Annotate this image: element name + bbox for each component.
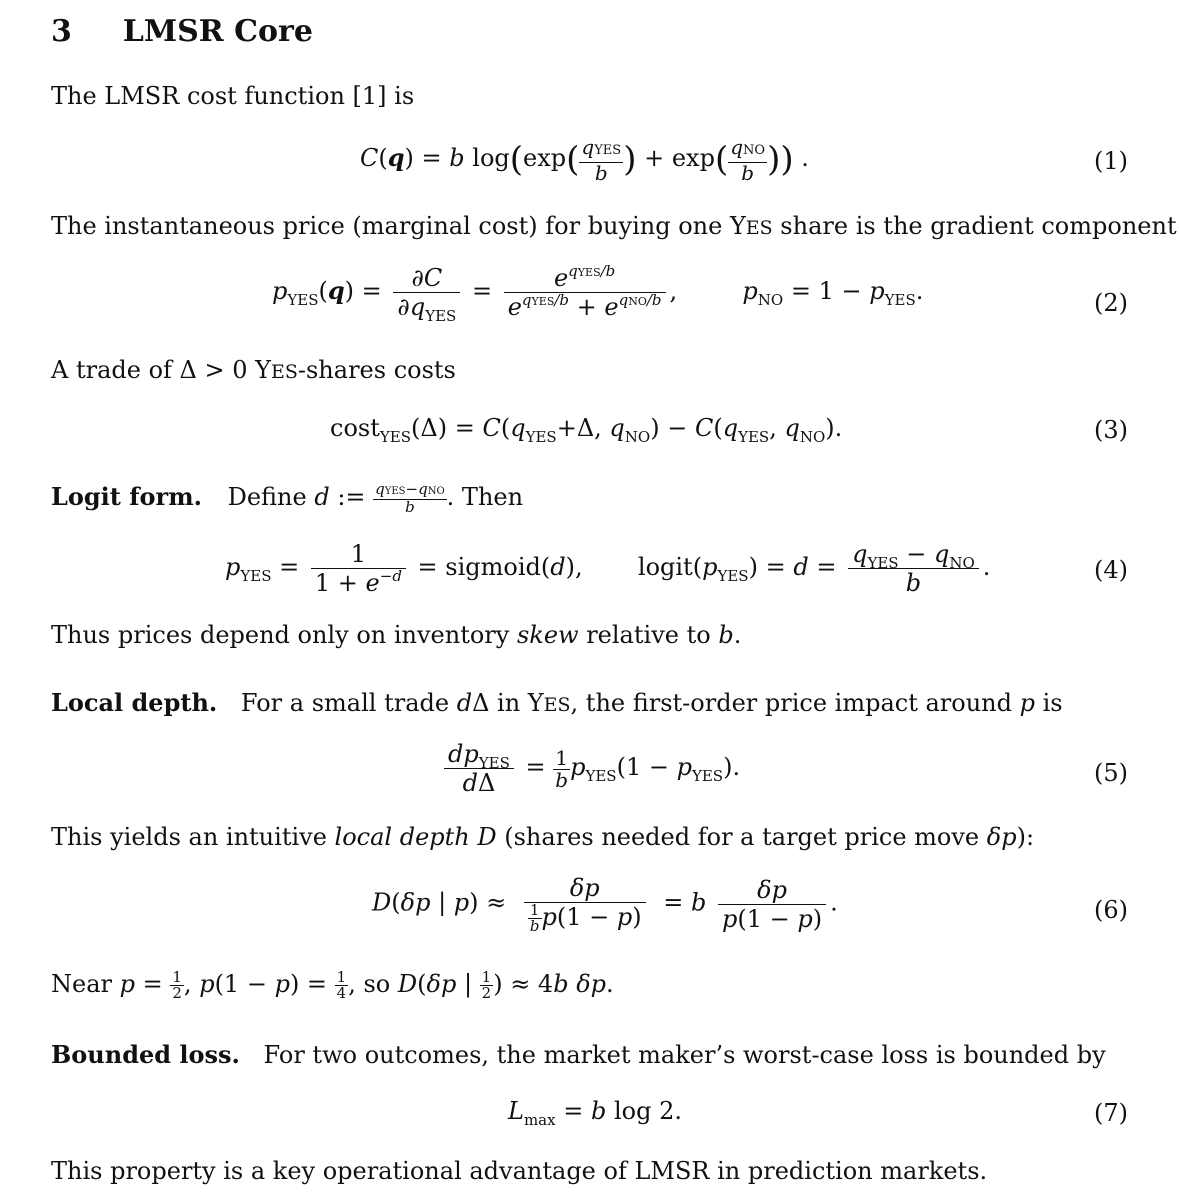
equation-1: C(q) = b log(exp( $\frac{\text{qYES}}{b}$ ) + exp( $\frac{\text{qNO}}{b}$ )) . bbox=[360, 135, 809, 185]
equation-number-1: (1) bbox=[1094, 147, 1128, 175]
equation-2: $p_{YES}(q)$ = $\frac{\partial C}{\partial q_{YES}}$ = $\frac{e^{qYES/b}}{e^{qYES/b} + e^{qNO/b}}$ , $p_{NO} = 1 - p_{YES}$. bbox=[272, 262, 924, 325]
equation-5: $\frac{dp_{YES}}{d\Delta}$ = $\frac{1}{b}$ $p_{YES}(1 - p_{YES})$. bbox=[440, 740, 740, 797]
section-title: LMSR Core bbox=[122, 14, 313, 49]
logit-heading: Logit form. bbox=[51, 482, 202, 511]
equation-number-4: (4) bbox=[1094, 556, 1128, 584]
equation-number-5: (5) bbox=[1094, 759, 1128, 787]
paragraph-logit: Logit form. Define d := $\frac{\text{qYES−qNO}}{b}$ . Then bbox=[51, 480, 524, 516]
equation-number-6: (6) bbox=[1094, 896, 1128, 924]
section-heading bbox=[51, 14, 313, 49]
equation-number-7: (7) bbox=[1094, 1099, 1128, 1127]
bounded-loss-heading: Bounded loss. bbox=[51, 1040, 240, 1069]
paragraph-trade: A trade of Δ > 0 YES-shares costs bbox=[51, 356, 456, 384]
paragraph-depth-def: This yields an intuitive local depth D (shares needed for a target price move δp): bbox=[51, 823, 1035, 851]
paragraph-near-half: Near p = $\frac{1}{2}$ , p(1 − p) = $\frac{1}{4}$ , so D(δp | $\frac{1}{2}$ ) ≈ 4b δp. bbox=[51, 968, 614, 1002]
equation-4: $p_{YES}$ = $\frac{1}{1 + e^{-d}}$ = sigmoid(d), $logit(p_{YES}) = d$ = $\frac{q_{YES} - q_{NO}}{b}$ . bbox=[225, 540, 991, 597]
equation-6: D(δp | p) ≈ δp $\frac{1}{b}$ p(1 − p) = b $\frac{\delta p}{p(1 - p)}$ . bbox=[372, 874, 838, 935]
local-depth-heading: Local depth. bbox=[51, 688, 218, 717]
equation-number-3: (3) bbox=[1094, 416, 1128, 444]
equation-3: $\cos t_{YES}(\Delta) = C(q_{YES}+\Delta$, $q_{NO}) - C(q_{YES}$, $q_{NO}$). bbox=[330, 414, 843, 446]
paragraph-bounded-loss bbox=[51, 1041, 1106, 1069]
section-number: 3 bbox=[51, 14, 72, 49]
paragraph-skew: Thus prices depend only on inventory skew relative to b. bbox=[51, 621, 742, 649]
equation-number-2: (2) bbox=[1094, 289, 1128, 317]
paragraph-intro: The LMSR cost function [1] is bbox=[51, 82, 415, 110]
paragraph-local-depth: Local depth. For a small trade dΔ in YES, the first-order price impact around p is bbox=[51, 688, 1063, 717]
paragraph-conclusion: This property is a key operational advantage of LMSR in prediction markets. bbox=[51, 1157, 988, 1185]
bounded-loss-text: For two outcomes, the market maker’s worst-case loss is bounded by bbox=[263, 1041, 1106, 1069]
equation-7: $L_{max} = b$ log 2. bbox=[508, 1097, 682, 1129]
paragraph-price: The instantaneous price (marginal cost) for buying one YES share is the gradient component bbox=[51, 212, 1177, 240]
